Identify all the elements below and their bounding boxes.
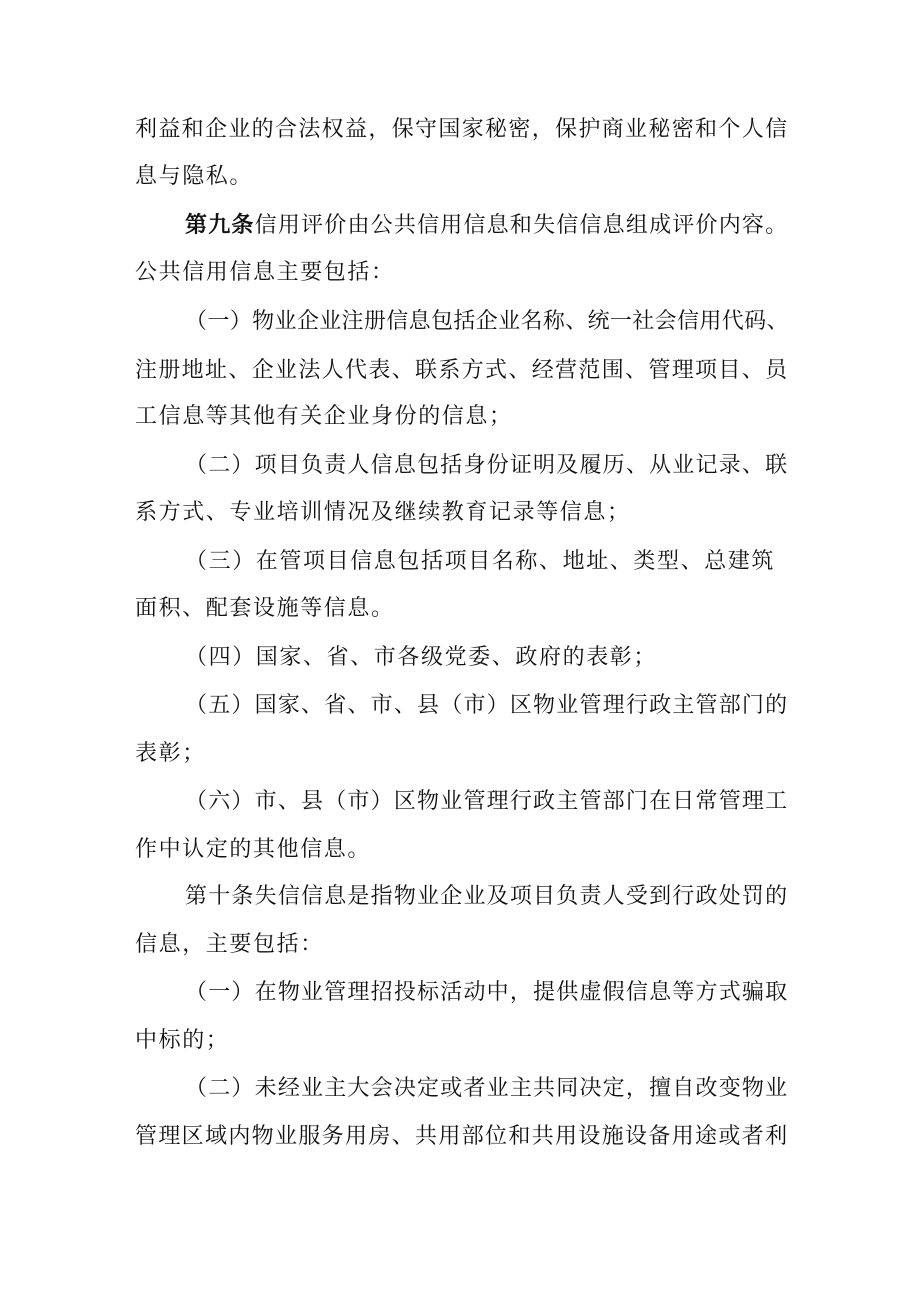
list-item-line: （六）市、县（市）区物业管理行政主管部门在日常管理工 [185,789,789,814]
list-item-line: （一）物业企业注册信息包括企业名称、统一社会信用代码、 [185,309,789,334]
list-item-line: （二）未经业主大会决定或者业主共同决定，擅自改变物业 [185,1076,789,1101]
article-nine-heading: 第九条 [185,213,255,238]
list-item-line: （二）项目负责人信息包括身份证明及履历、从业记录、联 [185,453,789,478]
paragraph-line: 信息，主要包括： [135,932,324,957]
paragraph-line: 管理区域内物业服务用房、共用部位和共用设施设备用途或者利 [135,1124,789,1149]
paragraph-line: 表彰； [135,741,206,766]
paragraph-line: 公共信用信息主要包括： [135,260,395,285]
list-item-line: （三）在管项目信息包括项目名称、地址、类型、总建筑 [185,549,776,574]
list-item-line: （一）在物业管理招投标活动中，提供虚假信息等方式骗取 [185,980,789,1005]
paragraph-line: 工信息等其他有关企业身份的信息； [135,404,513,429]
list-item-line: （五）国家、省、市、县（市）区物业管理行政主管部门的 [185,693,789,718]
paragraph-line: 注册地址、企业法人代表、联系方式、经营范围、管理项目、员 [135,358,789,383]
article-nine-line [185,210,790,242]
paragraph-line: 利益和企业的合法权益，保守国家秘密，保护商业秘密和个人信 [135,117,789,142]
paragraph-line: 系方式、专业培训情况及继续教育记录等信息； [135,500,631,525]
article-ten-line: 第十条失信信息是指物业企业及项目负责人受到行政处罚的 [185,884,789,909]
article-nine-text: 信用评价由公共信用信息和失信信息组成评价内容。 [254,213,789,238]
paragraph-line: 中标的； [135,1028,230,1053]
list-item-line: （四）国家、省、市各级党委、政府的表彰； [185,645,658,670]
paragraph-line: 面积、配套设施等信息。 [135,596,395,621]
paragraph-line: 息与隐私。 [135,164,254,189]
paragraph-line: 作中认定的其他信息。 [135,837,372,862]
